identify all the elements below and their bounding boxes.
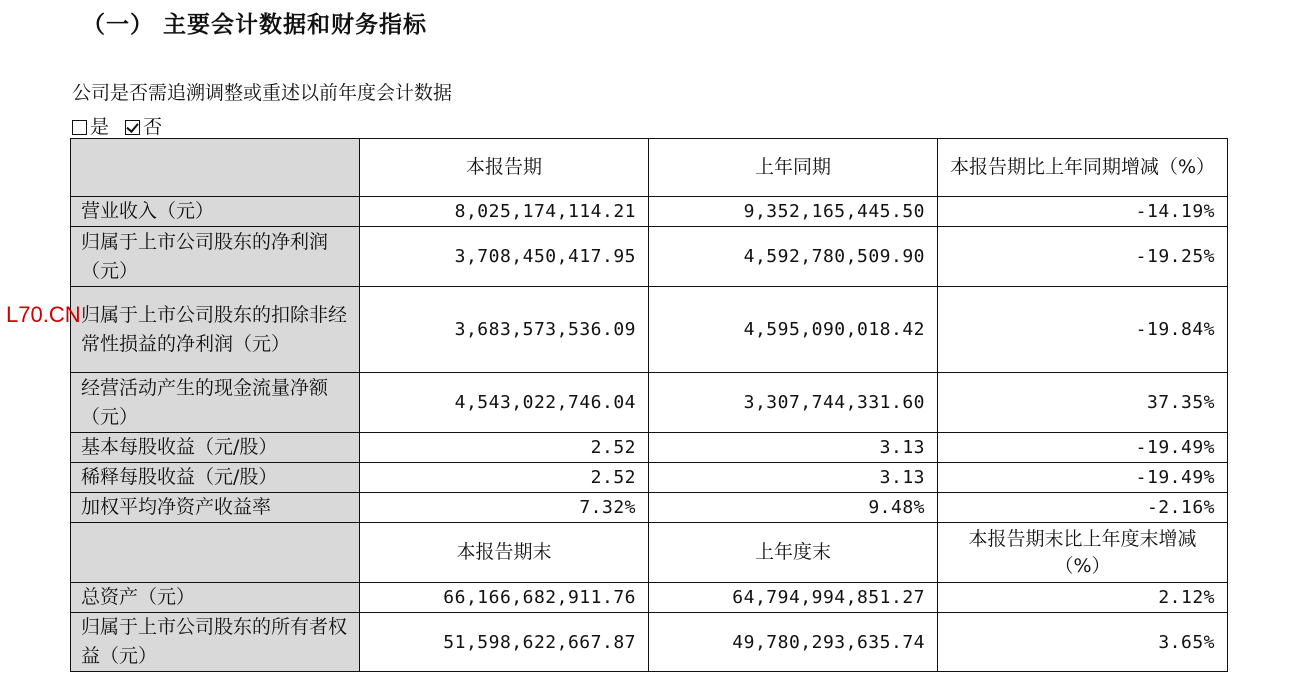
row-label: 总资产（元） xyxy=(71,583,360,613)
financial-data-table xyxy=(70,138,1228,672)
option-yes-label: 是 xyxy=(90,116,110,138)
option-yes[interactable] xyxy=(72,112,109,139)
change-value: -19.84% xyxy=(938,287,1228,373)
change-value: 37.35% xyxy=(938,373,1228,433)
prior-value: 49,780,293,635.74 xyxy=(649,613,938,672)
prior-value: 3,307,744,331.60 xyxy=(649,373,938,433)
current-value: 8,025,174,114.21 xyxy=(360,197,649,227)
prior-value: 3.13 xyxy=(649,463,938,493)
row-label: 稀释每股收益（元/股） xyxy=(71,463,360,493)
option-no[interactable] xyxy=(125,112,162,139)
restatement-question: 公司是否需追溯调整或重述以前年度会计数据 xyxy=(72,82,453,104)
header-year-end-change: 本报告期末比上年度末增减（%） xyxy=(938,523,1228,583)
change-value: 2.12% xyxy=(938,583,1228,613)
prior-value: 9,352,165,445.50 xyxy=(649,197,938,227)
table-row xyxy=(71,433,1228,463)
row-label: 归属于上市公司股东的净利润（元） xyxy=(71,227,360,287)
prior-value: 9.48% xyxy=(649,493,938,523)
prior-value: 3.13 xyxy=(649,433,938,463)
option-no-label: 否 xyxy=(143,116,163,138)
change-value: -19.49% xyxy=(938,433,1228,463)
table-row xyxy=(71,583,1228,613)
watermark: L70.CN xyxy=(6,302,81,327)
table2-header-blank xyxy=(71,523,360,583)
row-label: 归属于上市公司股东的扣除非经常性损益的净利润（元） xyxy=(71,287,360,373)
section-title: （一） 主要会计数据和财务指标 xyxy=(82,12,428,38)
prior-value: 4,595,090,018.42 xyxy=(649,287,938,373)
change-value: 3.65% xyxy=(938,613,1228,672)
table-row xyxy=(71,373,1228,433)
prior-value: 4,592,780,509.90 xyxy=(649,227,938,287)
header-period-change: 本报告期比上年同期增减（%） xyxy=(938,139,1228,197)
table-row xyxy=(71,197,1228,227)
row-label: 营业收入（元） xyxy=(71,197,360,227)
change-value: -19.49% xyxy=(938,463,1228,493)
unchecked-box-icon xyxy=(72,120,87,135)
prior-value: 64,794,994,851.27 xyxy=(649,583,938,613)
row-label: 基本每股收益（元/股） xyxy=(71,433,360,463)
header-period-end: 本报告期末 xyxy=(360,523,649,583)
current-value: 51,598,622,667.87 xyxy=(360,613,649,672)
row-label: 经营活动产生的现金流量净额（元） xyxy=(71,373,360,433)
change-value: -19.25% xyxy=(938,227,1228,287)
change-value: -2.16% xyxy=(938,493,1228,523)
table-row xyxy=(71,227,1228,287)
table-row xyxy=(71,493,1228,523)
table1-header-row xyxy=(71,139,1228,197)
row-label: 归属于上市公司股东的所有者权益（元） xyxy=(71,613,360,672)
table-row xyxy=(71,287,1228,373)
header-prior-year-end: 上年度末 xyxy=(649,523,938,583)
current-value: 4,543,022,746.04 xyxy=(360,373,649,433)
checked-box-icon xyxy=(125,120,140,135)
header-current-period: 本报告期 xyxy=(360,139,649,197)
change-value: -14.19% xyxy=(938,197,1228,227)
current-value: 2.52 xyxy=(360,463,649,493)
restatement-options xyxy=(72,112,162,139)
current-value: 66,166,682,911.76 xyxy=(360,583,649,613)
table1-header-blank xyxy=(71,139,360,197)
current-value: 2.52 xyxy=(360,433,649,463)
table2-header-row xyxy=(71,523,1228,583)
row-label: 加权平均净资产收益率 xyxy=(71,493,360,523)
table-row xyxy=(71,613,1228,672)
current-value: 7.32% xyxy=(360,493,649,523)
current-value: 3,708,450,417.95 xyxy=(360,227,649,287)
header-prior-period: 上年同期 xyxy=(649,139,938,197)
table-row xyxy=(71,463,1228,493)
current-value: 3,683,573,536.09 xyxy=(360,287,649,373)
